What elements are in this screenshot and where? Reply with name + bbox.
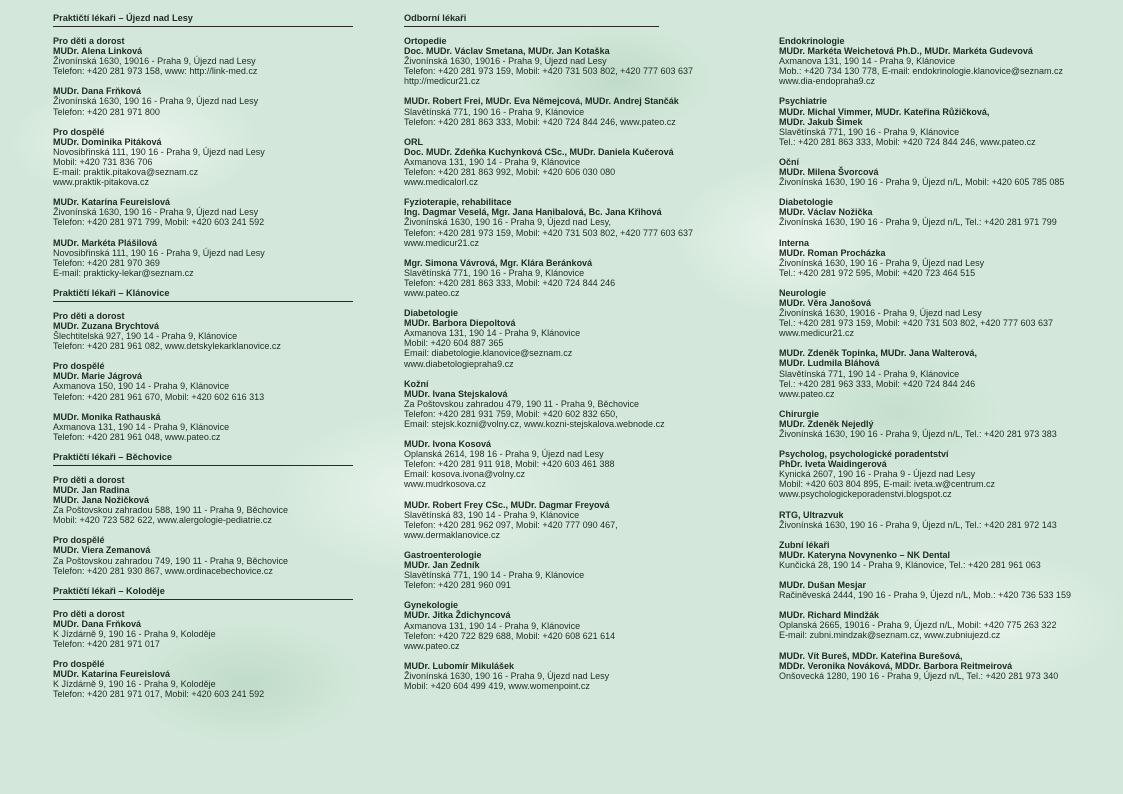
contact-line: http://medicur21.cz <box>404 76 481 87</box>
doctor-entry <box>404 550 749 590</box>
doctor-name: MUDr. Milena Švorcová <box>779 167 879 178</box>
contact-line: Živonínská 1630, 190 16 - Praha 9, Újezd nad Lesy <box>53 96 259 107</box>
contact-line: Telefon: +420 281 911 918, Mobil: +420 603 461 388 <box>404 459 615 470</box>
contact-line: www.pateo.cz <box>404 287 460 298</box>
contact-line: Mobil: +420 604 499 419, www.womenpoint.cz <box>404 680 590 691</box>
gp-section <box>53 13 353 278</box>
contact-line: Za Poštovskou zahradou 479, 190 11 - Praha 9, Běchovice <box>404 398 639 409</box>
contact-line: Živonínská 1630, 190 16 - Praha 9, Újezd nad Lesy <box>404 670 610 681</box>
entry-category: Pro dospělé <box>53 126 105 137</box>
doctor-entry <box>404 661 749 691</box>
contact-line: Za Poštovskou zahradou 749, 190 11 - Praha 9, Běchovice <box>53 555 288 566</box>
contact-line: Živonínská 1630, 19016 - Praha 9, Újezd nad Lesy <box>779 308 982 319</box>
doctor-entry <box>404 96 749 126</box>
doctor-entry <box>779 348 1119 398</box>
entry-category: Pro dospělé <box>53 361 105 372</box>
contact-line: Email: kosova.ivona@volny.cz <box>404 469 526 480</box>
contact-line: Telefon: +420 281 971 800 <box>53 106 160 117</box>
contact-line: Živonínská 1630, 19016 - Praha 9, Újezd nad Lesy <box>53 56 256 67</box>
contact-line: www.praktik-pitakova.cz <box>53 177 150 188</box>
entry-category: Pro děti a dorost <box>53 310 125 321</box>
doctor-name: MUDr. Jitka Ždichyncová <box>404 610 511 621</box>
contact-line: Onšovecká 1280, 190 16 - Praha 9, Újezd n/L, Tel.: +420 281 973 340 <box>779 670 1059 681</box>
entry-category: Kožní <box>404 378 429 389</box>
contact-line: Telefon: +420 281 970 369 <box>53 257 160 268</box>
doctor-entry <box>404 36 749 86</box>
contact-line: www.pateo.cz <box>779 388 835 399</box>
specialist-list <box>404 36 749 691</box>
doctor-name: MUDr. Markéta Weichetová Ph.D., MUDr. Markéta Gudevová <box>779 46 1033 57</box>
doctor-name: MUDr. Alena Linková <box>53 46 143 57</box>
doctor-entry <box>779 540 1119 570</box>
doctor-entry <box>404 137 749 187</box>
entry-category: Pro děti a dorost <box>53 36 125 46</box>
contact-line: Račiněveská 2444, 190 16 - Praha 9, Újezd n/L, Mob.: +420 736 533 159 <box>779 590 1071 601</box>
entry-category: Gastroenterologie <box>404 549 482 560</box>
doctor-name: MUDr. Dušan Mesjar <box>779 580 867 591</box>
contact-line: www.psychologickeporadenstvi.blogspot.cz <box>779 489 952 500</box>
doctor-name: MUDr. Katarína Feureislová <box>53 197 171 208</box>
contact-line: Novosibřinská 111, 190 16 - Praha 9, Újezd nad Lesy <box>53 247 265 258</box>
section-title-specialists: Odborní lékaři <box>404 13 659 27</box>
contact-line: Telefon: +420 281 973 159, Mobil: +420 731 503 802, +420 777 603 637 <box>404 66 693 77</box>
contact-line: Živonínská 1630, 190 16 - Praha 9, Újezd n/L, Mobil: +420 605 785 085 <box>779 177 1065 188</box>
entry-category: Chirurgie <box>779 408 820 419</box>
doctor-entry <box>53 659 353 699</box>
doctor-name: Doc. MUDr. Václav Smetana, MUDr. Jan Kotaška <box>404 46 610 57</box>
contact-line: www.dia-endopraha9.cz <box>779 76 876 87</box>
doctor-entry <box>53 36 353 76</box>
doctor-entry <box>779 580 1119 600</box>
contact-line: Telefon: +420 281 971 017, Mobil: +420 603 241 592 <box>53 689 265 700</box>
entry-category: Ortopedie <box>404 36 447 46</box>
contact-line: www.medicur21.cz <box>404 237 480 248</box>
doctor-name: MUDr. Roman Procházka <box>779 247 886 258</box>
doctor-name: MUDr. Markéta Plášilová <box>53 237 158 248</box>
doctor-name: MUDr. Věra Janošová <box>779 297 872 308</box>
entry-category: Pro dospělé <box>53 659 105 670</box>
doctor-name: MUDr. Dana Frňková <box>53 618 142 629</box>
contact-line: Oplanská 2665, 19016 - Praha 9, Újezd n/L, Mobil: +420 775 263 322 <box>779 620 1057 631</box>
entry-category: Endokrinologie <box>779 36 845 46</box>
doctor-entry <box>53 361 353 401</box>
doctor-entry <box>53 238 353 278</box>
doctor-name: Doc. MUDr. Zdeňka Kuchynková CSc., MUDr. Daniela Kučerová <box>404 146 674 157</box>
contact-line: K Jízdárně 9, 190 16 - Praha 9, Koloděje <box>53 628 216 639</box>
entry-category: Pro děti a dorost <box>53 608 125 619</box>
entry-category: Gynekologie <box>404 600 459 611</box>
contact-line: Axmanova 150, 190 14 - Praha 9, Klánovice <box>53 381 230 392</box>
contact-line: Živonínská 1630, 190 16 - Praha 9, Újezd n/L, Tel.: +420 281 971 799 <box>779 217 1057 228</box>
doctor-entry <box>404 197 749 247</box>
contact-line: Slavětínská 771, 190 16 - Praha 9, Klánovice <box>779 126 960 137</box>
doctor-name: MUDr. Kateryna Novynenko – NK Dental <box>779 549 951 560</box>
doctor-name: MDDr. Veronika Nováková, MDDr. Barbora Reitmeirová <box>779 660 1013 671</box>
contact-line: Email: stejsk.kozni@volny.cz, www.kozni-stejskalova.webnode.cz <box>404 419 665 429</box>
contact-line: Telefon: +420 281 960 091 <box>404 580 511 591</box>
contact-line: Telefon: +420 281 973 159, Mobil: +420 731 503 802, +420 777 603 637 <box>404 227 693 238</box>
contact-line: Živonínská 1630, 190 16 - Praha 9, Újezd n/L, Tel.: +420 281 973 383 <box>779 429 1057 439</box>
doctor-name: MUDr. Václav Nožička <box>779 207 873 218</box>
doctor-name: Ing. Dagmar Veselá, Mgr. Jana Hanibalová, Bc. Jana Křihová <box>404 207 662 218</box>
doctor-entry <box>404 600 749 650</box>
entry-category: Pro dospělé <box>53 535 105 546</box>
doctor-entry <box>404 258 749 298</box>
doctor-entry <box>53 86 353 116</box>
contact-line: Mobil: +420 723 582 622, www.alergologie-pediatrie.cz <box>53 515 272 526</box>
doctor-name: MUDr. Ivana Stejskalová <box>404 388 508 399</box>
doctor-name: MUDr. Dominika Pitáková <box>53 136 162 147</box>
doctor-name: MUDr. Marie Jágrová <box>53 371 143 382</box>
contact-line: Tel.: +420 281 972 595, Mobil: +420 723 464 515 <box>779 267 976 278</box>
doctor-name: MUDr. Monika Rathauská <box>53 411 161 422</box>
doctor-name: MUDr. Richard Mindžák <box>779 610 880 621</box>
contact-line: www.dermaklanovice.cz <box>404 529 501 540</box>
doctor-entry <box>779 610 1119 640</box>
contact-line: Axmanova 131, 190 14 - Praha 9, Klánovice <box>404 328 581 339</box>
contact-line: Telefon: +420 281 863 992, Mobil: +420 606 030 080 <box>404 167 616 178</box>
contact-line: K Jízdárně 9, 190 16 - Praha 9, Koloděje <box>53 679 216 690</box>
contact-line: Živonínská 1630, 190 16 - Praha 9, Újezd nad Lesy <box>53 207 259 218</box>
contact-line: Axmanova 131, 190 14 - Praha 9, Klánovice <box>779 56 956 67</box>
contact-line: Slavětínská 771, 190 16 - Praha 9, Klánovice <box>404 106 585 117</box>
contact-line: Slavětínská 771, 190 14 - Praha 9, Klánovice <box>779 368 960 379</box>
entry-category: RTG, Ultrazvuk <box>779 509 844 520</box>
contact-line: Telefon: +420 281 863 333, Mobil: +420 724 844 246, www.pateo.cz <box>404 116 676 127</box>
section-title: Praktičtí lékaři – Újezd nad Lesy <box>53 13 353 27</box>
doctor-entry <box>53 412 353 442</box>
contact-line: Kynická 2607, 190 16 - Praha 9 - Újezd nad Lesy <box>779 469 976 480</box>
doctor-name: MUDr. Barbora Diepoltová <box>404 318 516 329</box>
doctor-entry <box>404 308 749 369</box>
contact-line: Telefon: +420 281 930 867, www.ordinacebechovice.cz <box>53 565 273 576</box>
contact-line: E-mail: prakticky-lekar@seznam.cz <box>53 267 194 278</box>
contact-line: Telefon: +420 281 961 670, Mobil: +420 602 616 313 <box>53 391 265 402</box>
doctor-entry <box>404 500 749 540</box>
doctor-entry <box>779 238 1119 278</box>
entry-category: Diabetologie <box>779 197 834 208</box>
doctor-name: MUDr. Vít Bureš, MDDr. Kateřina Burešová, <box>779 650 963 661</box>
contact-line: Živonínská 1630, 19016 - Praha 9, Újezd nad Lesy <box>404 56 607 67</box>
contact-line: Telefon: +420 281 973 158, www: http://link-med.cz <box>53 66 258 77</box>
doctor-name: MUDr. Ivona Kosová <box>404 439 492 450</box>
doctor-name: MUDr. Jan Zedník <box>404 560 480 571</box>
section-title: Praktičtí lékaři – Běchovice <box>53 452 353 466</box>
contact-line: www.pateo.cz <box>404 640 460 651</box>
contact-line: Telefon: +420 281 971 799, Mobil: +420 603 241 592 <box>53 217 265 228</box>
contact-line: Telefon: +420 281 961 048, www.pateo.cz <box>53 431 221 442</box>
contact-line: Tel.: +420 281 973 159, Mobil: +420 731 503 802, +420 777 603 637 <box>779 318 1053 329</box>
contact-line: Slavětínská 83, 190 14 - Praha 9, Klánovice <box>404 509 580 520</box>
contact-line: Mobil: +420 731 836 706 <box>53 156 153 167</box>
doctor-name: MUDr. Robert Frey CSc., MUDr. Dagmar Freyová <box>404 499 610 510</box>
doctor-name: MUDr. Zdeněk Nejedlý <box>779 418 874 429</box>
contact-line: www.mudrkosova.cz <box>404 479 487 490</box>
doctor-entry <box>53 311 353 351</box>
contact-line: Telefon: +420 281 961 082, www.detskylekarklanovice.cz <box>53 341 281 352</box>
contact-line: E-mail: praktik.pitakova@seznam.cz <box>53 167 199 178</box>
left-column <box>53 13 353 710</box>
entry-category: Zubní lékaři <box>779 539 830 550</box>
contact-line: Axmanova 131, 190 14 - Praha 9, Klánovice <box>404 620 581 631</box>
entry-category: Psychiatrie <box>779 96 828 107</box>
gp-section <box>53 586 353 700</box>
doctor-entry <box>404 379 749 429</box>
doctor-entry <box>779 510 1119 530</box>
contact-line: Mobil: +420 604 887 365 <box>404 338 504 349</box>
doctor-name: MUDr. Jana Nožičková <box>53 495 150 506</box>
contact-line: www.medicur21.cz <box>779 328 855 339</box>
doctor-entry <box>779 288 1119 338</box>
doctor-name: MUDr. Lubomír Mikulášek <box>404 660 515 671</box>
contact-line: Axmanova 131, 190 14 - Praha 9, Klánovice <box>404 156 581 167</box>
contact-line: Živonínská 1630, 190 16 - Praha 9, Újezd nad Lesy <box>779 257 985 268</box>
entry-category: Interna <box>779 237 810 248</box>
contact-line: Telefon: +420 281 962 097, Mobil: +420 777 090 467, <box>404 519 618 530</box>
contact-line: Šlechtitelská 927, 190 14 - Praha 9, Klánovice <box>53 331 238 342</box>
entry-category: Fyzioterapie, rehabilitace <box>404 197 512 208</box>
contact-line: Telefon: +420 281 931 759, Mobil: +420 602 832 650, <box>404 408 618 419</box>
contact-line: Kunčická 28, 190 14 - Praha 9, Klánovice, Tel.: +420 281 961 063 <box>779 559 1041 570</box>
doctor-entry <box>779 197 1119 227</box>
section-title: Praktičtí lékaři – Koloděje <box>53 586 353 600</box>
contact-line: www.medicalorl.cz <box>404 177 479 188</box>
entry-category: ORL <box>404 136 423 147</box>
doctor-name: MUDr. Jan Radina <box>53 485 130 495</box>
contact-line: Novosibřinská 111, 190 16 - Praha 9, Újezd nad Lesy <box>53 146 265 157</box>
contact-line: Telefon: +420 281 971 017 <box>53 639 160 650</box>
entry-category: Diabetologie <box>404 308 459 319</box>
contact-line: Slavětínská 771, 190 14 - Praha 9, Klánovice <box>404 570 585 581</box>
doctor-entry <box>53 609 353 649</box>
contact-line: Živonínská 1630, 190 16 - Praha 9, Újezd nad Lesy, <box>404 217 611 228</box>
contact-line: Mobil: +420 603 804 895, E-mail: iveta.w@centrum.cz <box>779 479 995 490</box>
doctor-name: MUDr. Michal Vimmer, MUDr. Kateřina Růžičková, <box>779 106 990 117</box>
contact-line: Za Poštovskou zahradou 588, 190 11 - Praha 9, Běchovice <box>53 505 288 516</box>
contact-line: Živonínská 1630, 190 16 - Praha 9, Újezd n/L, Tel.: +420 281 972 143 <box>779 519 1057 530</box>
doctor-entry <box>779 409 1119 439</box>
contact-line: Telefon: +420 722 829 688, Mobil: +420 608 621 614 <box>404 630 616 641</box>
right-column <box>779 36 1119 691</box>
entry-category: Oční <box>779 156 800 167</box>
section-title: Praktičtí lékaři – Klánovice <box>53 288 353 302</box>
contact-line: Mob.: +420 734 130 778, E-mail: endokrinologie.klanovice@seznam.cz <box>779 66 1064 77</box>
doctor-name: MUDr. Jakub Šimek <box>779 116 863 127</box>
doctor-name: MUDr. Zdeněk Topinka, MUDr. Jana Walterová, <box>779 348 978 359</box>
doctor-name: MUDr. Dana Frňková <box>53 86 142 97</box>
doctor-entry <box>53 535 353 575</box>
contact-line: Tel.: +420 281 963 333, Mobil: +420 724 844 246 <box>779 378 976 389</box>
doctor-name: MUDr. Zuzana Brychtová <box>53 320 160 331</box>
doctor-entry <box>779 36 1119 86</box>
doctor-name: MUDr. Robert Frei, MUDr. Eva Němejcová, MUDr. Andrej Stančák <box>404 96 679 107</box>
doctor-name: MUDr. Ludmila Bláhová <box>779 358 880 369</box>
doctor-name: MUDr. Katarína Feureislová <box>53 669 171 680</box>
contact-line: Telefon: +420 281 863 333, Mobil: +420 724 844 246 <box>404 277 616 288</box>
contact-line: www.diabetologiepraha9.cz <box>404 358 514 369</box>
gp-section <box>53 288 353 442</box>
contact-line: Slavětínská 771, 190 16 - Praha 9, Klánovice <box>404 267 585 278</box>
entry-category: Pro děti a dorost <box>53 474 125 485</box>
contact-line: Axmanova 131, 190 14 - Praha 9, Klánovice <box>53 421 230 432</box>
contact-line: Tel.: +420 281 863 333, Mobil: +420 724 844 246, www.pateo.cz <box>779 136 1036 147</box>
doctor-entry <box>779 651 1119 681</box>
doctor-name: MUDr. Viera Zemanová <box>53 545 151 556</box>
middle-column <box>404 13 749 701</box>
contact-line: Oplanská 2614, 198 16 - Praha 9, Újezd nad Lesy <box>404 449 604 460</box>
doctor-entry <box>53 127 353 188</box>
doctor-entry <box>779 157 1119 187</box>
doctor-name: Mgr. Simona Vávrová, Mgr. Klára Beránková <box>404 257 593 268</box>
entry-category: Neurologie <box>779 287 827 298</box>
doctor-entry <box>779 449 1119 499</box>
entry-category: Psycholog, psychologické poradentství <box>779 449 949 460</box>
doctor-name: PhDr. Iveta Waidingerová <box>779 459 887 470</box>
contact-line: Email: diabetologie.klanovice@seznam.cz <box>404 348 573 359</box>
gp-section <box>53 452 353 576</box>
doctor-entry <box>53 197 353 227</box>
doctor-entry <box>404 439 749 489</box>
doctor-entry <box>779 96 1119 146</box>
doctor-entry <box>53 475 353 525</box>
contact-line: E-mail: zubni.mindzak@seznam.cz, www.zubniujezd.cz <box>779 630 1001 641</box>
